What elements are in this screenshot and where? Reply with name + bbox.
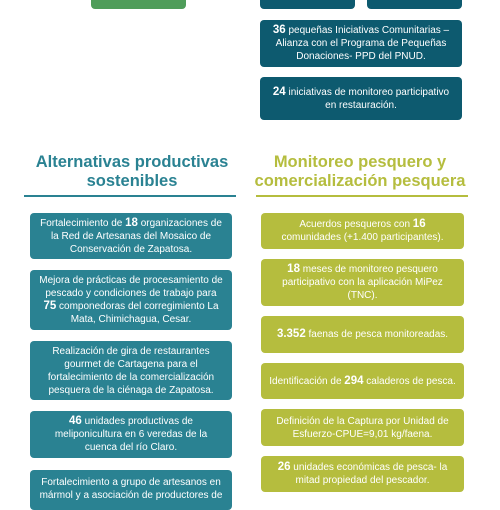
top-left-green-box: [91, 0, 186, 9]
right-item-6: [261, 456, 464, 492]
left-item-5-post: Fortalecimiento a grupo de artesanos en mármol y a asociación de productores de: [39, 477, 223, 501]
top-right-partial-box-2: [367, 0, 462, 9]
left-section-rule: [24, 195, 236, 197]
right-item-2: [261, 259, 464, 306]
right-item-3: [261, 316, 464, 353]
left-item-1-pre: Fortalecimiento de: [40, 217, 126, 229]
community-initiatives-number: 36: [272, 24, 286, 36]
right-item-3-post: faenas de pesca monitoreadas.: [305, 329, 449, 340]
right-item-1: [261, 213, 464, 249]
left-section-title: Alternativas productivas sostenibles: [35, 153, 229, 190]
right-item-2-number: 18: [287, 263, 300, 275]
right-item-4-pre: Identificación de: [269, 375, 345, 387]
right-item-1-number: 16: [412, 218, 426, 230]
right-section-rule: [256, 195, 468, 197]
left-item-2: [30, 270, 232, 330]
left-item-2-pre: Mejora de prácticas de procesamiento de pescado y condiciones de trabajo para: [39, 275, 223, 299]
community-initiatives-text: pequeñas Iniciativas Comunitarias – Alianza con el Programa de Pequeñas Donaciones- PPD del PNUD.: [275, 25, 450, 62]
right-item-4: [261, 363, 464, 399]
right-item-1-post: comunidades (+1.400 participantes).: [281, 232, 444, 243]
right-section-title: Monitoreo pesquero y comercialización pesquera: [254, 153, 466, 190]
right-item-6-post: unidades económicas de pesca- la mitad propiedad del pescador.: [290, 462, 448, 486]
left-item-4: [30, 411, 232, 458]
left-item-4-number: 46: [69, 415, 82, 427]
right-item-1-pre: Acuerdos pesqueros con: [299, 219, 413, 230]
right-item-4-post: caladeros de pesca.: [363, 375, 456, 387]
left-item-2-post: componedoras del corregimiento La Mata, Chimichagua, Cesar.: [56, 301, 219, 325]
left-item-3-post: Realización de gira de restaurantes gourmet de Cartagena para el fortalecimiento de la comercialización pesquera de la ciénaga de Zapatosa.: [47, 345, 215, 396]
right-item-2-post: meses de monitoreo pesquero participativo con la aplicación MiPez (TNC).: [282, 264, 443, 301]
right-item-5-post: Definición de la Captura por Unidad de Esfuerzo-CPUE=9,01 kg/faena.: [276, 415, 449, 440]
left-item-1: [30, 213, 232, 259]
right-item-3-number: 3.352: [276, 328, 306, 340]
left-item-3: [30, 341, 232, 400]
left-item-1-number: 18: [125, 216, 138, 229]
left-item-4-post: unidades productivas de meliponicultura en 6 veredas de la cuenca del río Claro.: [54, 416, 208, 453]
monitoring-initiatives-number: 24: [272, 85, 286, 98]
monitoring-initiatives-box: [260, 77, 462, 120]
right-item-4-number: 294: [344, 374, 364, 387]
right-item-5: [261, 409, 464, 446]
top-right-partial-box-1: [260, 0, 355, 9]
left-item-1-post: organizaciones de la Red de Artesanas del Mosaico de Conservación de Zapatosa.: [50, 217, 222, 255]
monitoring-initiatives-text: iniciativas de monitoreo participativo en restauración.: [285, 86, 450, 111]
left-item-5: [30, 470, 232, 510]
right-item-6-number: 26: [277, 461, 291, 473]
community-initiatives-box: [260, 20, 462, 67]
left-item-2-number: 75: [43, 300, 57, 312]
